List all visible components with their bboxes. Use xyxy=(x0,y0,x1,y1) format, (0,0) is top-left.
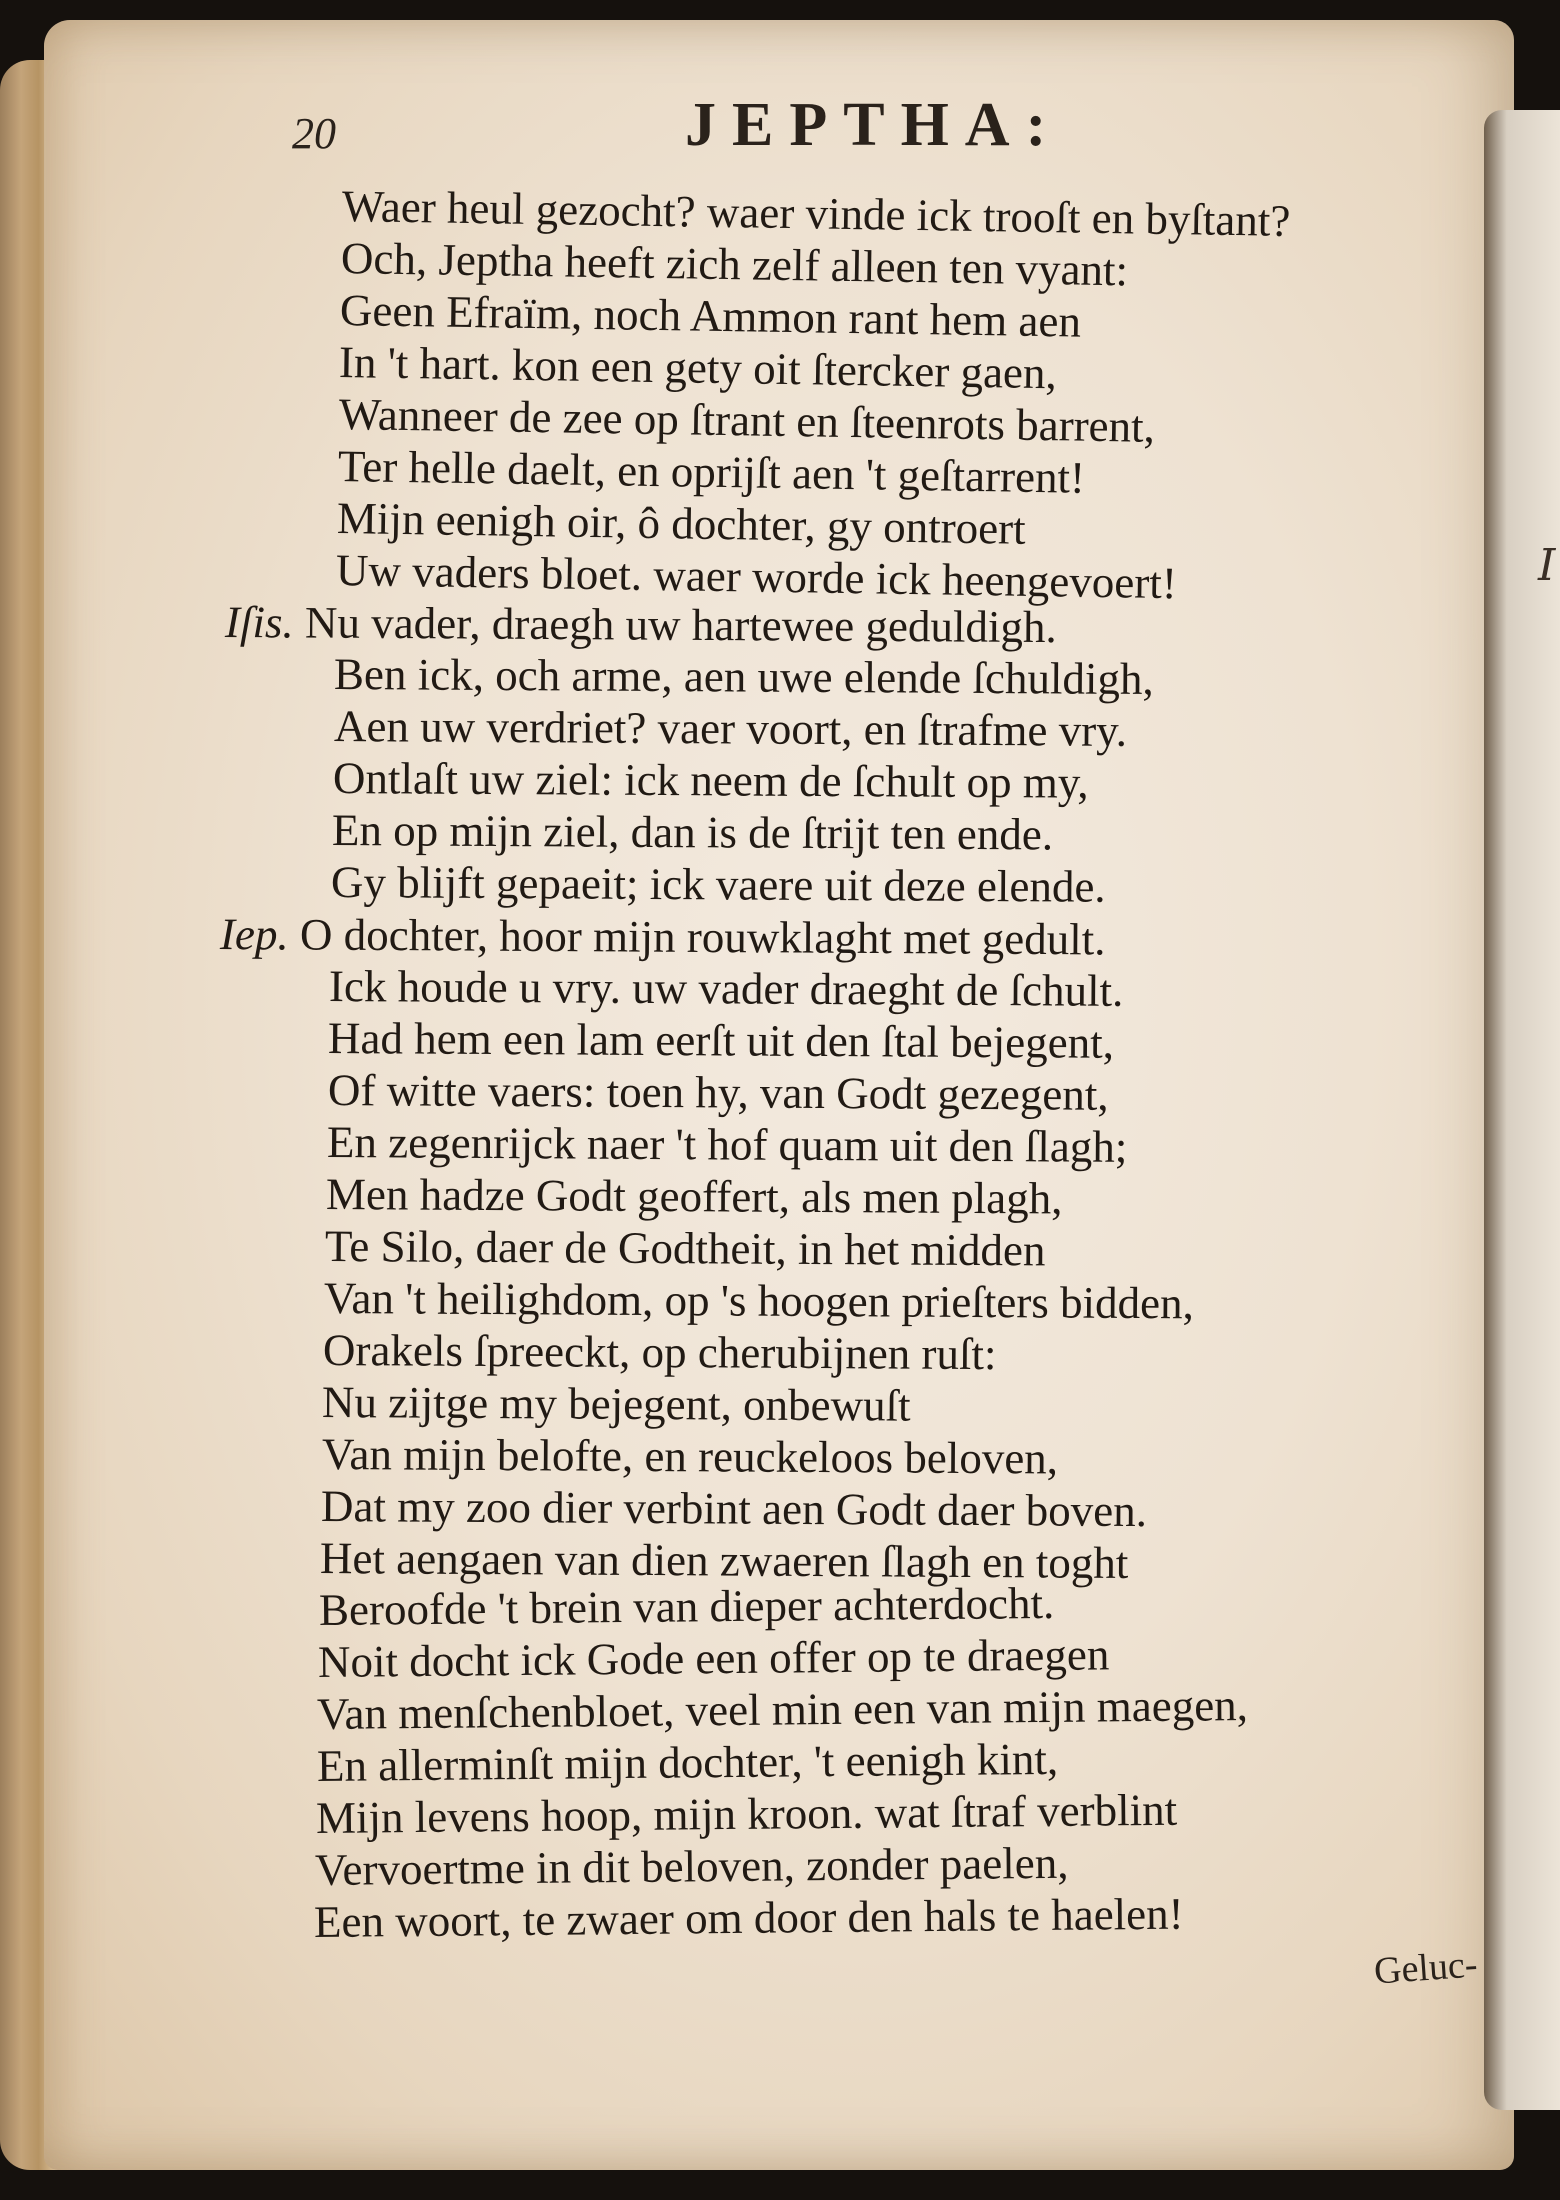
verse-line xyxy=(327,1065,1109,1120)
verse-line xyxy=(314,1837,1069,1895)
verse-text: Ter helle daelt, en oprijſt aen 't geſtarrent! xyxy=(337,441,1086,503)
verse-text: Nu vader, draegh uw hartewee geduldigh. xyxy=(305,597,1058,653)
verse-text: Vervoertme in dit beloven, zonder paelen, xyxy=(314,1837,1069,1895)
verse-line xyxy=(330,857,1106,912)
page-number: 20 xyxy=(292,109,336,158)
verse-line xyxy=(317,1680,1249,1739)
verse-line xyxy=(324,1273,1195,1329)
verse-line xyxy=(313,1888,1184,1947)
verse-text: Ick houde u vry. uw vader draeght de ſchult. xyxy=(329,961,1124,1016)
verse-text: En zegenrijck naer 't hof quam uit den ſlagh; xyxy=(326,1117,1128,1172)
verse-text: Mijn eenigh oir, ô dochter, gy ontroert xyxy=(336,493,1026,554)
verse-line xyxy=(329,961,1124,1016)
verse-text: Het aengaen van dien zwaeren ſlagh en toght xyxy=(319,1533,1129,1588)
facing-page-mark: I xyxy=(1538,540,1556,591)
verse-text: Had hem een lam eerſt uit den ſtal bejegent, xyxy=(328,1013,1115,1068)
verse-line xyxy=(318,1577,1055,1635)
verse-text: Van menſchenbloet, veel min een van mijn maegen, xyxy=(317,1680,1249,1739)
verse-text: Ben ick, och arme, aen uwe elende ſchuldigh, xyxy=(334,649,1155,705)
verse-text: Aen uw verdriet? vaer voort, en ſtrafme vry. xyxy=(333,701,1127,756)
verse-text: In 't hart. kon een gety oit ſtercker gaen, xyxy=(339,337,1058,399)
verse-line xyxy=(323,1325,997,1380)
verse-text: Beroofde 't brein van dieper achterdocht. xyxy=(318,1577,1055,1635)
verse-text: Och, Jeptha heeft zich zelf alleen ten vyant: xyxy=(340,233,1129,296)
verse-line xyxy=(333,701,1127,756)
verse-text: Een woort, te zwaer om door den hals te haelen! xyxy=(313,1888,1184,1947)
catchword: Geluc- xyxy=(1372,1943,1479,1993)
verse-text: En op mijn ziel, dan is de ſtrijt ten ende. xyxy=(331,805,1054,860)
page-title: JEPTHA: xyxy=(685,91,1063,159)
verse-text: Ontlaſt uw ziel: ick neem de ſchult op my, xyxy=(332,753,1089,808)
verse-line xyxy=(317,1629,1110,1687)
verse-line xyxy=(326,1117,1128,1172)
verse-text: O dochter, hoor mijn rouwklaght met gedult. xyxy=(299,909,1106,965)
verse-text: Mijn levens hoop, mijn kroon. wat ſtraf verblint xyxy=(315,1784,1177,1843)
verse-line xyxy=(340,233,1129,296)
verse-text: Orakels ſpreeckt, op cherubijnen ruſt: xyxy=(323,1325,997,1380)
verse-line xyxy=(339,337,1058,399)
verse-line xyxy=(336,493,1026,554)
verse-text: Van 't heilighdom, op 's hoogen prieſters bidden, xyxy=(324,1273,1195,1329)
verse-line xyxy=(332,753,1089,808)
verse-text: Dat my zoo dier verbint aen Godt daer boven. xyxy=(320,1481,1147,1537)
verse-line xyxy=(338,389,1155,452)
verse-line xyxy=(316,1733,1058,1791)
verse-line xyxy=(219,909,1106,965)
verse-line xyxy=(331,805,1054,860)
speaker-label: Iſis. xyxy=(225,597,306,648)
verse-text: Waer heul gezocht? waer vinde ick trooſt en byſtant? xyxy=(341,181,1291,246)
verse-line xyxy=(321,1429,1058,1484)
verse-text: Men hadze Godt geoffert, als men plagh, xyxy=(325,1169,1063,1224)
verse-text: Nu zijtge my bejegent, onbewuſt xyxy=(322,1377,912,1431)
verse-text: Geen Efraïm, noch Ammon rant hem aen xyxy=(339,285,1082,347)
verse-line xyxy=(337,441,1086,503)
verse-text: Uw vaders bloet. waer worde ick heengevoert! xyxy=(335,545,1178,609)
speaker-label: Iep. xyxy=(219,909,301,960)
verse-line xyxy=(328,1013,1115,1068)
verse-line xyxy=(225,597,1058,653)
verse-line xyxy=(324,1221,1046,1276)
verse-line xyxy=(325,1169,1063,1224)
verse-line xyxy=(322,1377,912,1431)
verse-text: En allerminſt mijn dochter, 't eenigh kint, xyxy=(316,1733,1058,1791)
verse-line xyxy=(315,1784,1177,1843)
verse-text: Of witte vaers: toen hy, van Godt gezegent, xyxy=(327,1065,1109,1120)
verse-text: Te Silo, daer de Godtheit, in het midden xyxy=(324,1221,1046,1276)
verse-line xyxy=(339,285,1082,347)
verse-text: Noit docht ick Gode een offer op te draegen xyxy=(317,1629,1110,1687)
verse-line xyxy=(334,649,1155,705)
verse-text: Wanneer de zee op ſtrant en ſteenrots barrent, xyxy=(338,389,1155,452)
verse-text: Van mijn belofte, en reuckeloos beloven, xyxy=(321,1429,1058,1484)
verse-line xyxy=(320,1481,1147,1537)
verse-text: Gy blijft gepaeit; ick vaere uit deze elende. xyxy=(330,857,1106,912)
